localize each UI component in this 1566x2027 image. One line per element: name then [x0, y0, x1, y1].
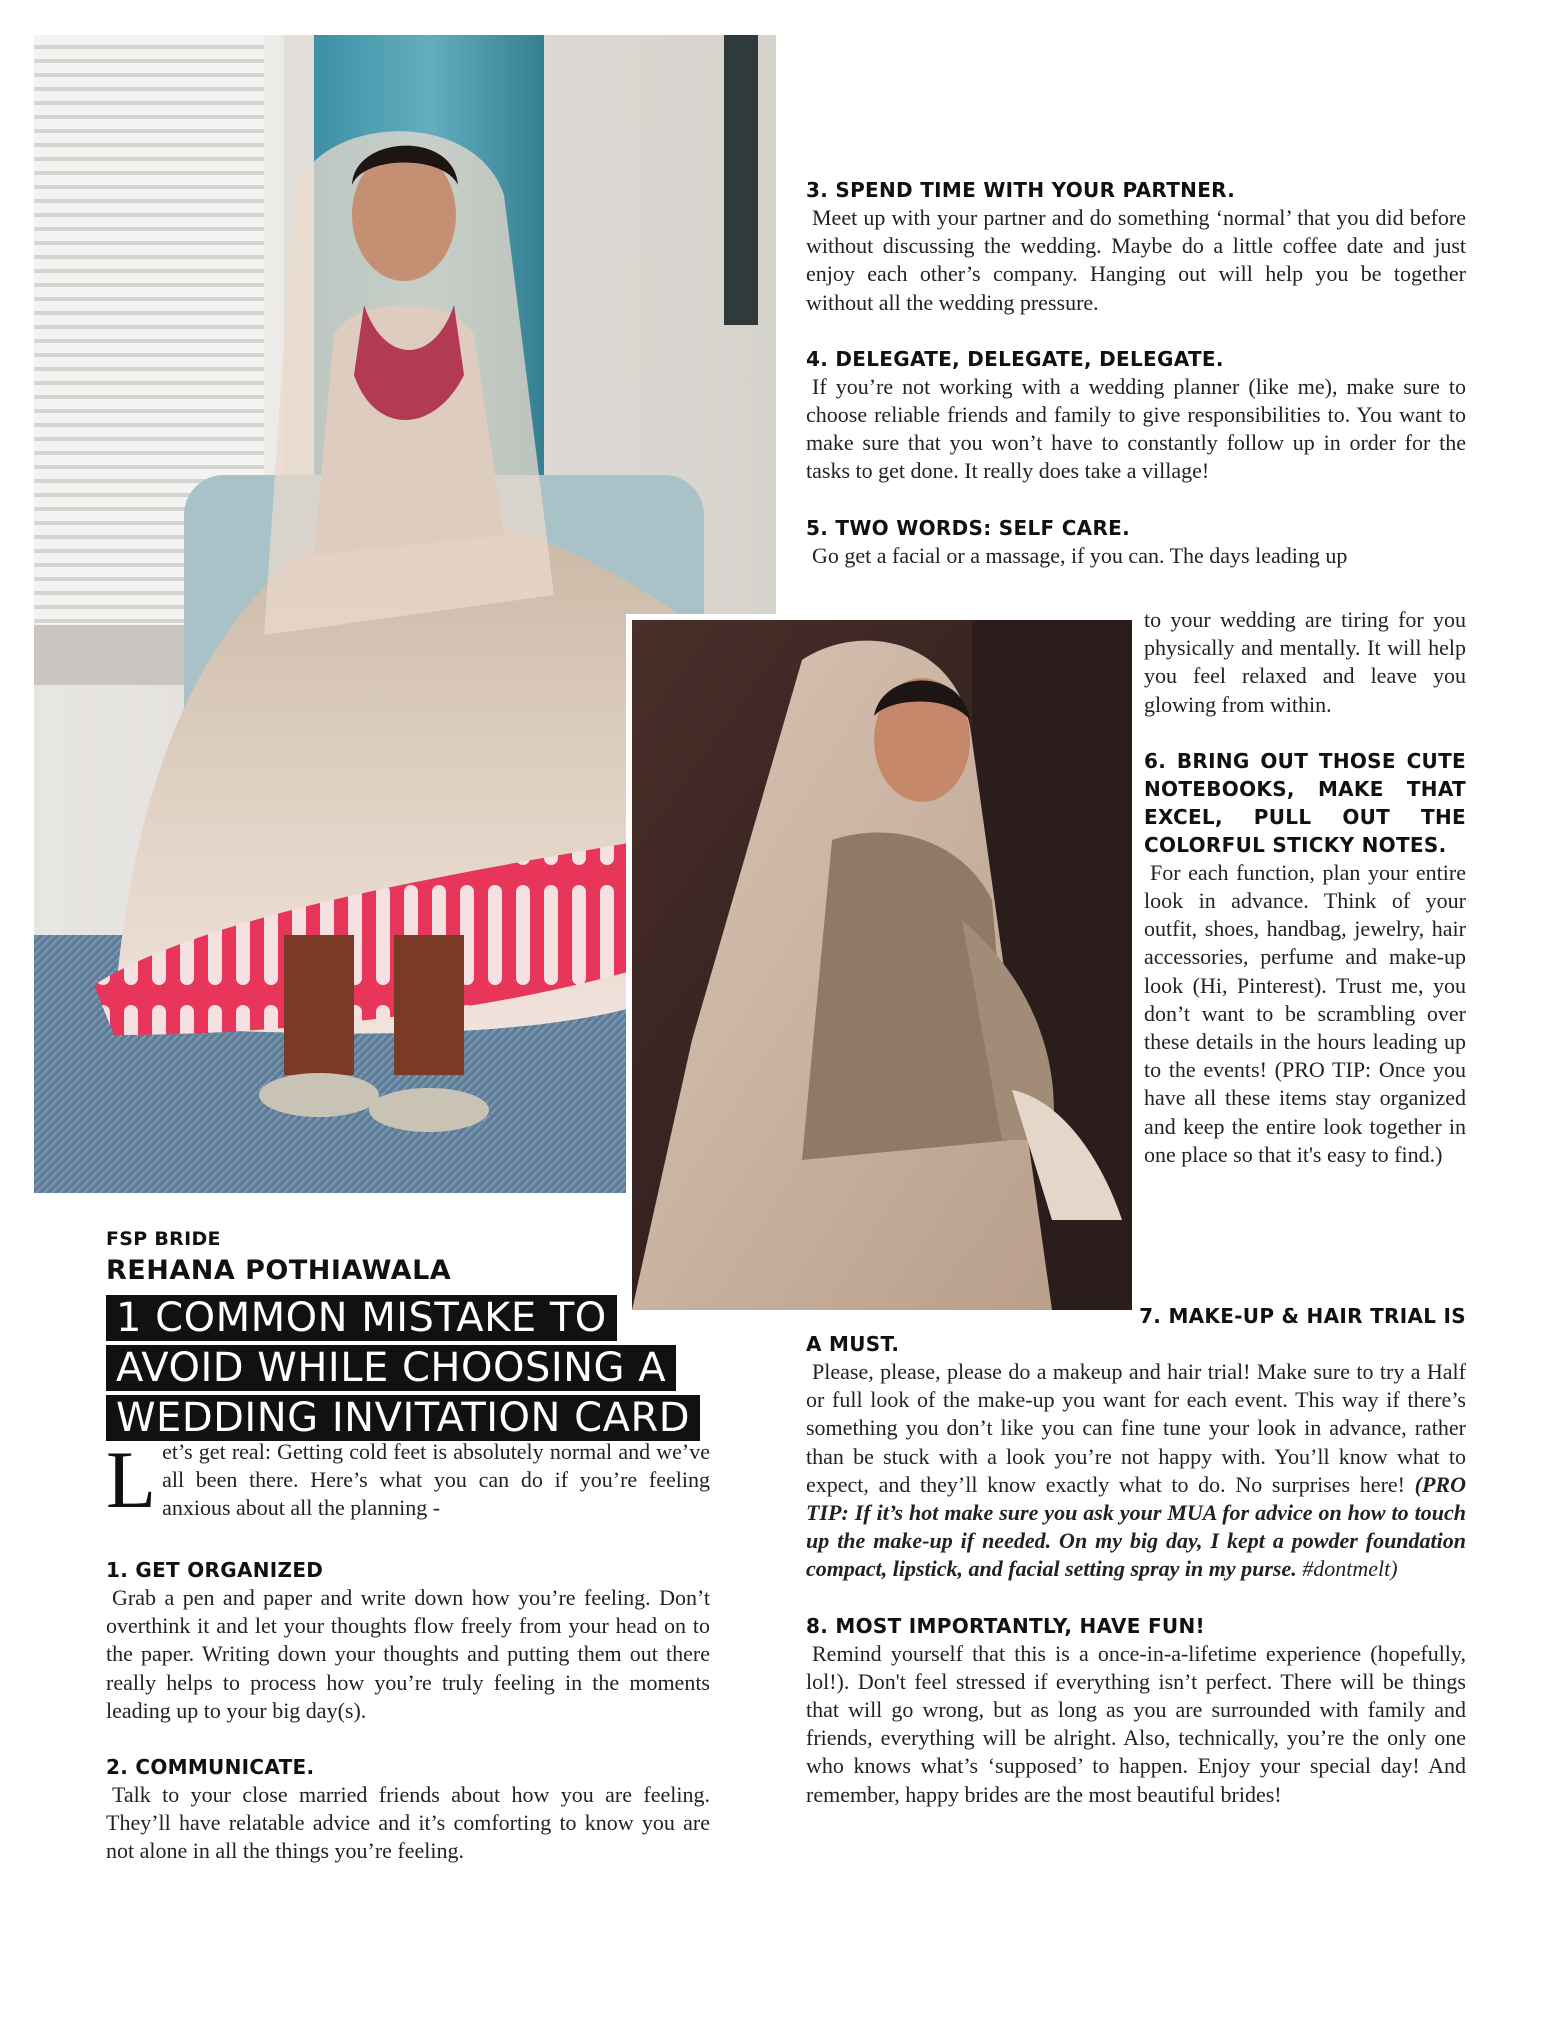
section-8-title: 8. MOST IMPORTANTLY, HAVE FUN! [806, 1613, 1205, 1638]
left-column [106, 1556, 710, 1866]
section-4-body: If you’re not working with a wedding planner (like me), make sure to choose reliable friends and family to give responsibilities to. You want to make sure that you won’t have to constantly follow up in order for the tasks to get done. It really does take a village! [806, 373, 1466, 484]
right-column-top [806, 176, 1466, 570]
section-3-body: Meet up with your partner and do something ‘normal’ that you did before without discussing the wedding. Maybe do a little coffee date and just enjoy each other’s company. Hanging out will help you be together without all the wedding pressure. [806, 205, 1466, 315]
right-column-bottom [806, 1302, 1466, 1809]
section-7-body-text: Please, please, please do a makeup and hair trial! Make sure to try a Half or full look of the make-up you want for each event. This way if there’s something you don’t like you can fine tune your look in advance, rather than be stuck with a look you’re not happy with. You’ll know what to expect, and they’ll know exactly what to do. No surprises here! [806, 1359, 1466, 1497]
headline-line-1: 1 COMMON MISTAKE TO [106, 1295, 617, 1341]
section-2-title: 2. COMMUNICATE. [106, 1755, 315, 1780]
section-6-body: For each function, plan your entire look in advance. Think of your outfit, shoes, handbag, jewelry, hair accessories, perfume and make-up look (Hi, Pinterest). Trust me, you don’t want to be scrambling over these details in the hours leading up to the events! (PRO TIP: Once you have all these items stay organized and keep the entire look together in one place so that it's easy to find.) [1144, 859, 1466, 1167]
section-1-body: Grab a pen and paper and write down how you’re feeling. Don’t overthink it and let your thoughts flow freely from your head on to the paper. Writing down your thoughts and putting them out there really helps to process how you’re truly feeling in the moments leading up to your big day(s). [106, 1585, 710, 1723]
section-8-body: Remind yourself that this is a once-in-a-lifetime experience (hopefully, lol!). Don't feel stressed if everything isn’t perfect. There will be things that will go wrong, but as long as you are surrounded with family and friends, everything will be alright. Also, technically, you’re the only one who knows what’s ‘supposed’ to happen. Enjoy your special day! And remember, happy brides are the most beautiful brides! [806, 1640, 1466, 1807]
section-4-title: 4. DELEGATE, DELEGATE, DELEGATE. [806, 346, 1224, 371]
section-7-title-part2: A MUST. [806, 1332, 900, 1356]
section-7-body [806, 1358, 1466, 1584]
intro-text: et’s get real: Getting cold feet is absolutely normal and we’ve all been there. Here’s what you can do if you’re feeling anxious about all the planning - [162, 1439, 710, 1521]
section-3-title: 3. SPEND TIME WITH YOUR PARTNER. [806, 178, 1236, 202]
section-5-body-rest: to your wedding are tiring for you physically and mentally. It will help you feel relaxed and leave you glowing from within. [1144, 607, 1466, 717]
section-7-title-part1: 7. MAKE-UP & HAIR TRIAL IS [1139, 1304, 1466, 1328]
headline-line-3: WEDDING INVITATION CARD [106, 1395, 700, 1441]
section-5-title: 5. TWO WORDS: SELF CARE. [806, 515, 1131, 540]
headline-line-2: AVOID WHILE CHOOSING A [106, 1345, 676, 1391]
section-6-title: 6. BRING OUT THOSE CUTE NOTEBOOKS, MAKE THAT EXCEL, PULL OUT THE COLORFUL STICKY NOTES. [1144, 748, 1466, 857]
bride-name: REHANA POTHIAWALA [106, 1255, 452, 1286]
section-5-body-first: Go get a facial or a massage, if you can. The days leading up [812, 542, 1348, 568]
drop-cap: L [106, 1434, 157, 1525]
intro-paragraph [106, 1434, 710, 1525]
section-2-body: Talk to your close married friends about how you are feeling. They’ll have relatable advice and it’s comforting to know you are not alone in all the things you’re feeling. [106, 1782, 710, 1864]
section-1-title: 1. GET ORGANIZED [106, 1558, 324, 1582]
section-7-hashtag: #dontmelt) [1302, 1556, 1398, 1582]
headline [106, 1295, 700, 1445]
section-kicker: FSP BRIDE [106, 1228, 221, 1250]
right-column-narrow [1144, 606, 1466, 1169]
bride-standing-photo [632, 620, 1132, 1310]
section-7-pro-tip: (PRO TIP: If it’s hot make sure you ask your MUA for advice on how to touch up the make-up if needed. On my big day, I kept a powder foundation compact, lipstick, and facial setting spray in my purse. [806, 1471, 1466, 1582]
